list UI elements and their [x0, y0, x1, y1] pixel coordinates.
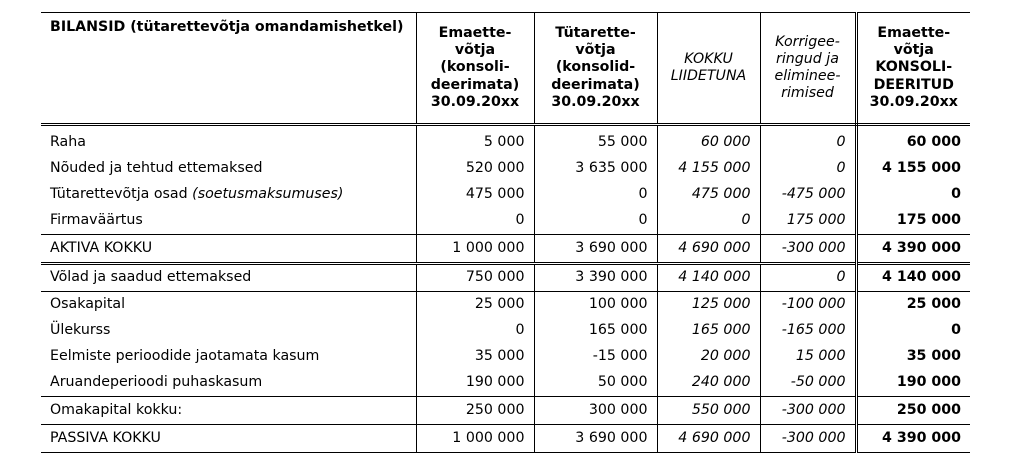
cell-consolidated: 4 140 000: [856, 264, 970, 292]
total-row-liabilities: [41, 425, 970, 453]
cell-parent: 25 000: [416, 292, 534, 319]
row-label: Nõuded ja tehtud ettemaksed: [50, 160, 263, 177]
cell-parent: 750 000: [416, 264, 534, 292]
cell-combined: 60 000: [657, 125, 760, 157]
total-row-assets: [41, 235, 970, 264]
table-row: [41, 208, 970, 235]
table-row: [41, 125, 970, 157]
cell-adjustment: -300 000: [760, 235, 856, 264]
row-label: Raha: [50, 134, 86, 151]
cell-subsidiary: 100 000: [534, 292, 657, 319]
total-row-equity: [41, 397, 970, 425]
cell-subsidiary: 3 635 000: [534, 156, 657, 182]
table-row: [41, 370, 970, 397]
cell-combined: 550 000: [657, 397, 760, 425]
row-label: Osakapital: [41, 292, 416, 319]
cell-parent: 0: [416, 208, 534, 235]
table-row: [41, 292, 970, 319]
cell-parent: 1 000 000: [416, 235, 534, 264]
cell-adjustment: 0: [760, 264, 856, 292]
cell-combined: 4 140 000: [657, 264, 760, 292]
col-header-parent: Emaette- võtja (konsoli- deerimata) 30.09.20xx: [416, 13, 534, 125]
cell-combined: 4 690 000: [657, 425, 760, 453]
row-label: AKTIVA KOKKU: [41, 235, 416, 264]
cell-parent: 35 000: [416, 344, 534, 370]
cell-consolidated: 175 000: [856, 208, 970, 235]
cell-consolidated: 0: [856, 318, 970, 344]
cell-adjustment: -300 000: [760, 425, 856, 453]
cell-subsidiary: 3 690 000: [534, 235, 657, 264]
row-label: Tütarettevõtja osad (soetusmaksumuses): [50, 186, 344, 203]
cell-subsidiary: -15 000: [534, 344, 657, 370]
cell-adjustment: -475 000: [760, 182, 856, 208]
row-label: Võlad ja saadud ettemaksed: [41, 264, 416, 292]
cell-parent: 250 000: [416, 397, 534, 425]
col-header-consolidated: Emaette- võtja KONSOLI- DEERITUD 30.09.20xx: [856, 13, 970, 125]
cell-consolidated: 4 155 000: [856, 156, 970, 182]
cell-subsidiary: 0: [534, 182, 657, 208]
cell-adjustment: -300 000: [760, 397, 856, 425]
cell-consolidated: 190 000: [856, 370, 970, 397]
row-label: Firmaväärtus: [50, 212, 143, 229]
cell-consolidated: 25 000: [856, 292, 970, 319]
cell-subsidiary: 0: [534, 208, 657, 235]
col-header-adjustments: Korrigee- ringud ja eliminee- rimised: [760, 13, 856, 125]
cell-consolidated: 60 000: [856, 125, 970, 157]
row-label: PASSIVA KOKKU: [41, 425, 416, 453]
cell-adjustment: 0: [760, 156, 856, 182]
cell-parent: 520 000: [416, 156, 534, 182]
cell-parent: 5 000: [416, 125, 534, 157]
cell-consolidated: 250 000: [856, 397, 970, 425]
col-header-combined: KOKKU LIIDETUNA: [657, 13, 760, 125]
cell-combined: 240 000: [657, 370, 760, 397]
row-label: Omakapital kokku:: [41, 397, 416, 425]
cell-adjustment: 175 000: [760, 208, 856, 235]
cell-adjustment: 15 000: [760, 344, 856, 370]
row-label: Eelmiste perioodide jaotamata kasum: [50, 348, 320, 365]
cell-consolidated: 0: [856, 182, 970, 208]
table-row: [41, 156, 970, 182]
cell-combined: 125 000: [657, 292, 760, 319]
cell-parent: 0: [416, 318, 534, 344]
table-row: [41, 182, 970, 208]
cell-consolidated: 35 000: [856, 344, 970, 370]
cell-subsidiary: 3 390 000: [534, 264, 657, 292]
balance-sheet-table: [41, 12, 970, 453]
cell-combined: 20 000: [657, 344, 760, 370]
row-label-note: (soetusmaksumuses): [192, 186, 344, 203]
table-row: [41, 264, 970, 292]
cell-combined: 165 000: [657, 318, 760, 344]
table-title: BILANSID (tütarettevõtja omandamishetkel): [41, 13, 416, 125]
cell-subsidiary: 3 690 000: [534, 425, 657, 453]
cell-combined: 4 155 000: [657, 156, 760, 182]
cell-consolidated: 4 390 000: [856, 235, 970, 264]
cell-combined: 4 690 000: [657, 235, 760, 264]
cell-adjustment: -50 000: [760, 370, 856, 397]
table-row: [41, 318, 970, 344]
cell-adjustment: -100 000: [760, 292, 856, 319]
cell-parent: 1 000 000: [416, 425, 534, 453]
col-header-subsidiary: Tütarette- võtja (konsolid- deerimata) 30.09.20xx: [534, 13, 657, 125]
cell-adjustment: -165 000: [760, 318, 856, 344]
cell-subsidiary: 50 000: [534, 370, 657, 397]
cell-adjustment: 0: [760, 125, 856, 157]
header-row: [41, 13, 970, 125]
cell-subsidiary: 55 000: [534, 125, 657, 157]
table-row: [41, 344, 970, 370]
row-label: Aruandeperioodi puhaskasum: [50, 374, 263, 391]
cell-consolidated: 4 390 000: [856, 425, 970, 453]
cell-subsidiary: 165 000: [534, 318, 657, 344]
cell-parent: 475 000: [416, 182, 534, 208]
cell-subsidiary: 300 000: [534, 397, 657, 425]
cell-combined: 0: [657, 208, 760, 235]
cell-combined: 475 000: [657, 182, 760, 208]
cell-parent: 190 000: [416, 370, 534, 397]
row-label: Ülekurss: [50, 322, 111, 339]
